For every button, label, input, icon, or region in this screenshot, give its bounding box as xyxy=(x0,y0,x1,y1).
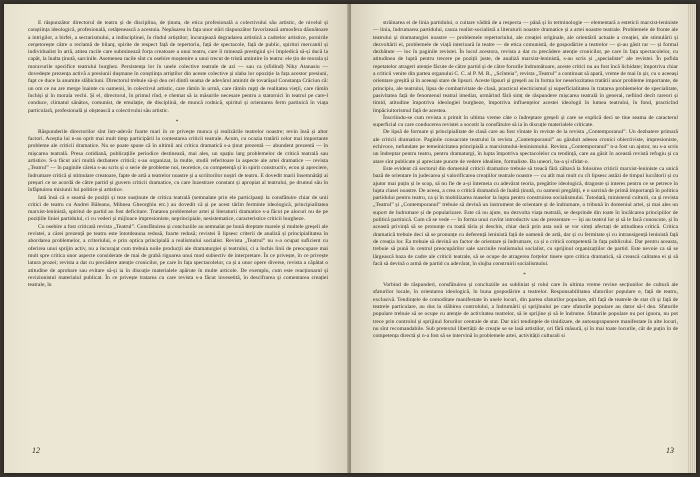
book-spread xyxy=(4,4,696,473)
right-page xyxy=(351,4,696,473)
section-separator: * xyxy=(523,272,528,279)
paragraph: Cu osebire a fost criticată revista „Teatrul”. Consfătuirea și concluziile au semnalat pe bună dreptate marele și multele greșeli ale revistei, a cărei prezență pe teatru este întotdeauna redusă, foarte redusă; revistei îi lipsesc criterii de analiză și principialitatea în abordarea problemelor, a criteriului, e prin optica principială a realismului socialist. Revista „Teatrul” nu s-a ocupat suficient cu oferirea unui sprijin activ, nu a încurajat cum trebuia noile producții ale dramaturgiei și teatrului, ci a închis linii de preocupare mai mult spre critica unor aspecte considerate de mai de grabă rigoarea unui mod subiectiv de interpretare. În ce privește, în ce privește latura prozei; revista a dat cu precădere atenție cronicilor, pe care în fața spectacolelor, ca și a unor opere diverse, revista a căpătat o atitudine de aprobare sau evitare să-și ia în discuție materialele apărute în multe articole. De exemplu, cum este reacționarul și revizionistul materialul publicat. În ce privește tratarea cu care revista s-a făcut invesetită, în descifrarea și comentarea creației teatrale, în xyxy=(28,223,328,289)
left-page xyxy=(4,4,349,473)
paragraph: Răspunderile directorilor sînt într-adevăr foarte mari în ce privește munca și realizările teatrelor noastre; revin însă și altor factori. Aceștia lui n-au oprit mai mult timp participării la contestarea criticii teatrale. Acum, cu ocazia tratării celor mai importante probleme ale criticii dramatice. Nu se poate spune că în ultimii ani critica dramatică s-a ținut prezentă — abundent prezentă — în mișcarea teatrală. Presa cotidiană, publicațiile periodice destinează, mai ales, un spațiu larg problemelor de critică teatrală sau artistice. S-a făcut aici multă dezbatere critică; s-au organizat, la multe, studii referitoare la aspecte ale artei dramatice — revista „Teatrul” — în paginile căreia s-au scris și o serie de probleme noi, teoretice, cu competență și în spirit constructiv, ecou și apreciere, îndrumare critică și stimulare creatoare, fapte de artă a teatrelor noastre și a scriitorilor noștri de teatru. E dovedit marii însemnătăți ai preșuri ce se acordă de către partid și guvern criticii dramatice, cu care înzestrare constant și apropiat al teatrului, pe drumul său în înfăptuirea misiunii lui politice și artistice. xyxy=(28,128,328,194)
paragraph: străinarea ei de linia partidului, o cuitare vădită de a respecta — până și în terminologie — elementară a esteticii marxist-leniniste — linia, îndrumarea partidului, cauza realist-socialistă a literaturii noastre dramatice și a artei noastre teatrale. Problemele de fronte ale teatrului și dramaturgiei noastre — problemele repertoriului, ale creației originale, ale orientării actuale a creației, ale stimulării și dezvoltării ei, problemele de viață interioară în teatre — de etica comunistă, de gospodărire a teatrelor — și-au găsit rar — și formal dezbătute — loc în paginile revistei. În locul acestora, revista a dat cu precădere atenție cronicilor, pe care în fața spectacolelor, cu atitudinea de luptă pentru trecere pe poziții juste, de analiză marxist-leninistă, s-au scris și „specialiste” ale revistei. În pofida repetatelor atrageri atenție făcute de către partid și de către forurile îndrumătoare, aceste critici nu au fost încă lichidate; împotriva chiar a criticii venite din partea organului C. C. al P. M. R., „Scînteia”, revista „Teatrul” a continuat să apară, vreme de mai în șir, cu o aceeași orientare greșită și în aceeași stare de lipsuri. Aceste lipsuri și greșeli au în forma lor neseriozitatea tratării unor probleme importante, de principiu, ale teatrului, lipsa de combativitate de clasă, practicul electicismul și superficialitatea în tratarea problemelor de specialitate, pasivitatea față de fenomenul teatral imediat, urmărind fără simț de răspundere mișcarea teatrală în general, nefiind decît rareori și timid, atitudine împotriva ideologiei burgheze, împotriva influențelor acestei ideologii în lumea teatrului, în fond, practicînd împăciuitorismul față de acestea. xyxy=(373,20,678,114)
paragraph: Iată însă că o seamă de poziții și teze susținute de critica teatrală (semnalate prin ele participanți la consfătuire chiar de unii critici de teatru cu Andrei Băleanu, Mihnea Gheorghiu etc.) au dovedit că și pe acest tărîm ferminte ideologică, principialitatea marxist-leninistă, spiritul de partid au fost deficitare. Tratarea problemelor artei și literaturii dramatice s-a făcut pe alocuri nu de pe pozițiile liniei partidului, ci cu vederi și mijloace impresioniste, neprincipiale, nesistematice, caracteristice criticii burgheze. xyxy=(28,194,328,223)
paragraph: De lipsă de formare și principialitate de clasă care au fost vîntate în reviste de la revista „Contemporanul”. Un dezbatere primară ale criticii dramatice. Paginile consacrate teatrului în revista „Contemporanul” au găzduit adesea cronici obiectiviste, impresioniste, echivoce, nefundate pe temeinicitatea principială a marxismului-leninismului. Revista „Contemporanul” n-a fost un ajutor, nu s-a scris un îndreptar pentru teatru, pentru dramaturgi, în lupta împotriva spectacolelor cu tendință, care au găsit în această revistă refugiu și ca atare sînt publicate și apreciate puncte de vedere idealiste, formaliste. Ba uneori, ba-a și sfidat-o. xyxy=(373,129,678,165)
paragraph: Vorbind de răspunderi, consfătuirea și concluziile au subliniat și rolul care în ultima vreme revine secțiunilor de cultură ale sfaturilor locale, în orientarea ideologică, în buna gospodărire a teatrelor. Responsabilitatea sfaturilor populare e, față de teatru, exclusivă. Tendințele de comoditate manifestate în unele locuri, din partea sfaturilor populare, atît față de teatrele de stat cît și față de teatrele particulare, au dus la slăbirea controlului, a îndrumării și sprijinului pe care sfaturile populare au dator să-l dea. Sfaturile populare trebuie să se ocupe cu atenție de activitatea teatrelor, să le sprijine și să le îndrume. Sfaturile populare nu pot ignora, nu pot trece prin controlul și sprijinul forurilor centrale de stat. Dar nici tendințele de tinidizare, de autosuprapunere manifestate în alte locuri, nu sînt recomandabile. Sub pretextul libertății de creație se se lasă artistilor, ori fără măsură, și în mai toate locurile, cât de puțin în de competența directă și n-a fost să se intervină în problemele artei, activității culturali si xyxy=(373,282,678,340)
left-page-text xyxy=(28,20,328,289)
right-page-text xyxy=(373,20,678,340)
paragraph: Înscriindu-se cum revista a primit în ultima vreme câte o îndreptare greșeli și care se explică deci se tine seama de caracterul superficial cu care conducerea revistei a socotit la consfătuire să ia în discuție materialele criticate. xyxy=(373,114,678,129)
page-edge-stack xyxy=(688,4,696,473)
section-separator: * xyxy=(175,118,181,125)
page-number-right: 13 xyxy=(666,446,674,455)
paragraph: E răspunzător directorul de teatru și de disciplina, de ținuta, de etica profesională a colectivului său artistic, de nivelul și conștiința ideologică, profesională, cetățenească a acestuia. Nepăsarea în fața unor stări răspunzător favorizează atmosfera dăunătoare a intrigilor, a birfei, a sectarismului, a indisciplinei, în rîndul artiștilor; încurajează degradarea artistică a cadrelor artistice, pornirile cerșetorește către o reclamă de bilanț, spirite de respect față de repertoriu, față de spectacole, față de public, spiritul mercantil și individualist în artă, atitea racile care subminează forța creatoare a unui teatru, care îi minează prestigiul și-i împiedică să-și ducă la capăt, la înalta ținută, sarcinile. Asemenea racile sînt cu osebire moștenire a unui trecut de tristă amintire în teatru: ele țin de morala și moravurile specifice teatrului burghez. Persistența lor în unele colective teatrale de azi — sau ca (sfidind) Niky Atanasiu — dovedește prezența activă a presiunii dușmane în conștiința artiștilor din aceste colective și slaba lor opoziție la fața acestor presiuni, fapt ce duce la anumite slăbiciuni. Directorul trebuie să-și dea cel dintîi seama de adevărul amintit de tovarășul Constanța Crăciun că: un om ce nu are merge înainte cu oamenii, în colectivul artistic, care rămîn în urmă, care rămîn rupți de realitatea vieții, care rămîn închiși și în morala vechi. Și el, directorul, în primul rînd, e chemat să ia măsurile necesare pentru a statornici în teatrul pe care-l conduce, climatul sănătos, comunist, de emulație, de disciplină, de muncă rodnică, spiritul și orientarea ferm partinică în viața particulară, profesională și obștească a colectivului său artistic. xyxy=(28,20,328,114)
page-number-left: 12 xyxy=(32,446,40,455)
paragraph: Este evident că sectorul din domeniul criticii dramatice trebuie să treacă fără zăbavă la folosirea criticii marxist-leniniste ca unică bază de orientare în judecarea și valorificarea creațiilor teatrale noastre — cu atît mai mult cu cît lipsesc astăzi de timpul lucrătorii și cu ajutor mai puțin și le scop, să nu fie de a-și întemeia cu adevărat teoria, pregătire ideologică, dragoste și interes pentru ce se petrece în lupta clasei noastre. De aceea, a crea o critică dramatică de înaltă ținută, cu oameni pregătiți, e o sarcină de primă importanță în politica partidului pentru teatru, ca și în mobilizarea maselor la lupta pentru construirea socialismului. Totodată, ministerul culturii, ca și revista „Teatrul” și „Contemporanul” trebuie să devină un instrument de orientare și de îndrumare, o tribună în domeniul artei, și mai ales un suport de îndrumare și de popularizare. Este că nu ajute, nu dezvolta viața teatrală, se desprinde din toate în încălcarea principiilor de politică partinică. Cum că se vede — în forma unui cuvînt introductiv sau de prezentare — își au teatrul lor și să le facă cunoscute, și în această privință să se pronunțe cu toată tăria și deschis, chiar dacă prin asta unii se vor simți afectați de atitudinea critică. Critica dramatică trebuie deci să se pronunțe cu deferență leninistă față de oamenii de artă, dar și cu fermitate și cu intransigență leninistă față de creația lor. Ea trebuie să devină un factor de orientare și îndrumare, ca și o critică competentă în fața publicului. Dar pentru aceasta, trebuie să pună în centrul preocupărilor sale sarcinile realismului socialist, cu sprijinul organizațiilor de partid. Este nevoie ca să se lărgească baza de cadre ale criticii teatrale, să se ocupe de atragerea forțelor tinere spre critica dramatică, să crească calitatea ei și să facă să devină o armă de partid cu adevărat, în slujba construirii socialismului. xyxy=(373,165,678,267)
